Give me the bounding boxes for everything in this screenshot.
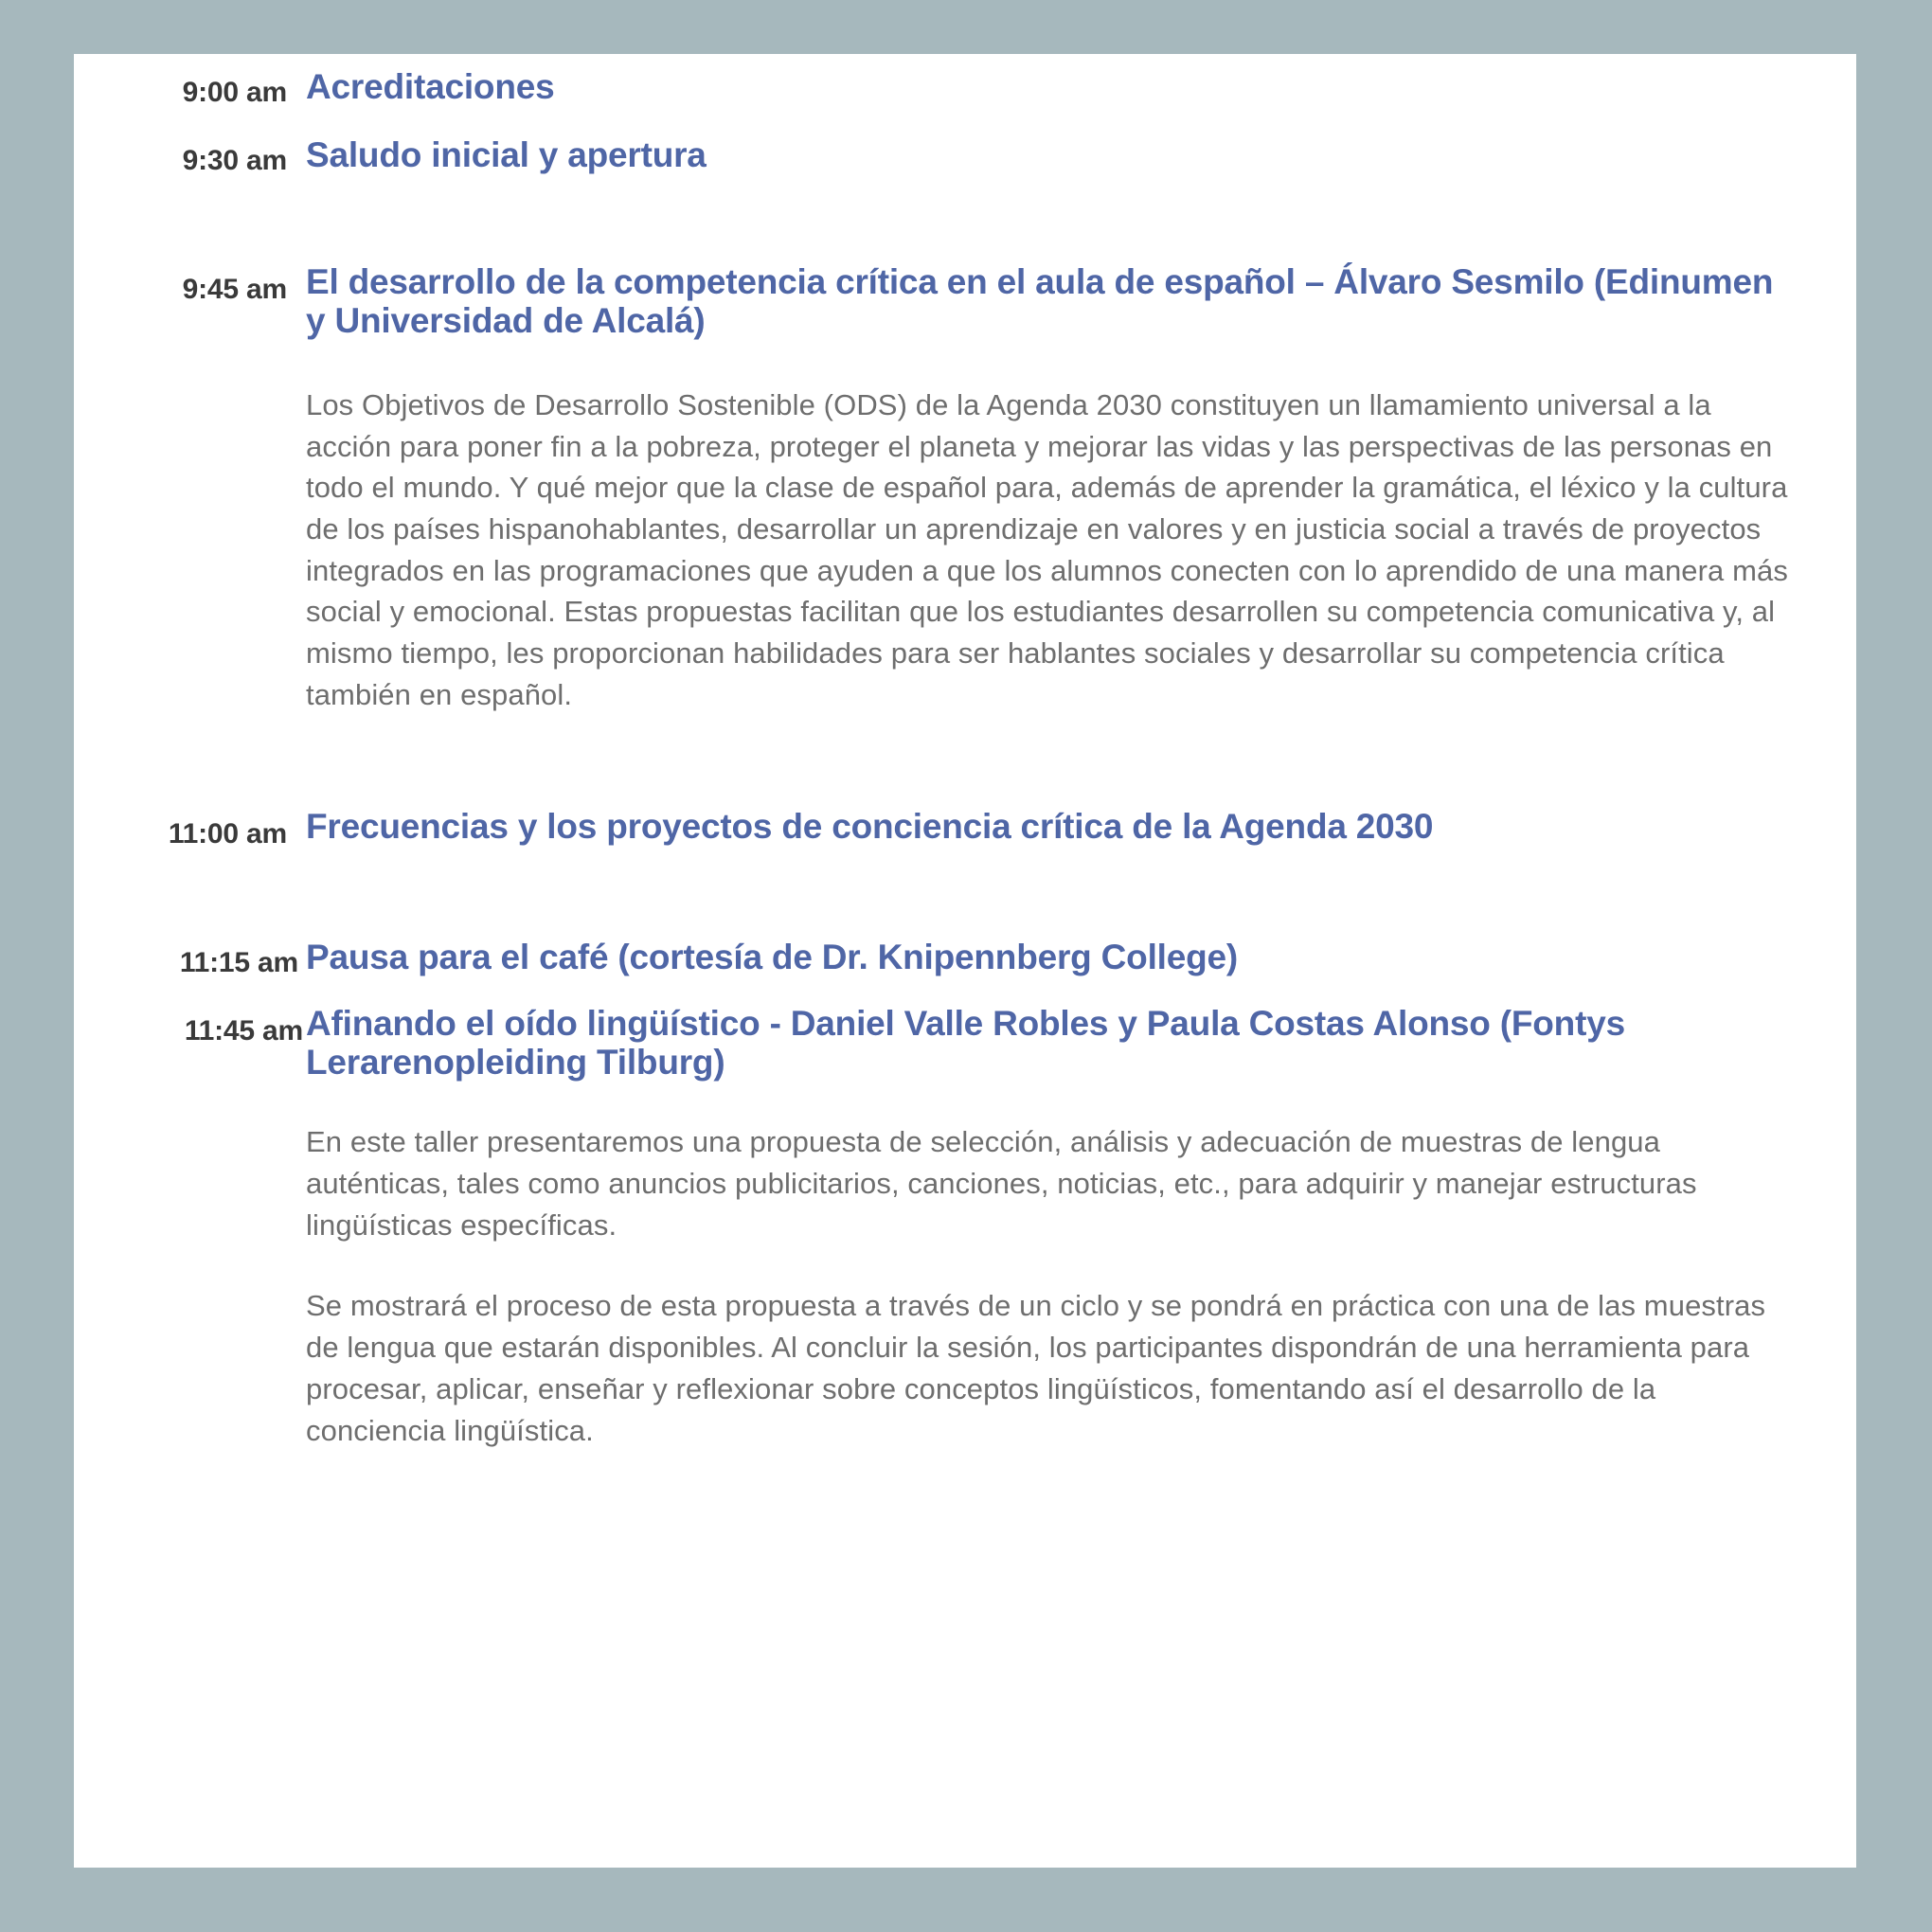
entry-time: 9:00 am xyxy=(182,77,287,108)
schedule-entry xyxy=(74,938,1856,979)
schedule-entry xyxy=(74,135,1856,177)
entry-description: En este taller presentaremos una propuesta de selección, análisis y adecuación de muestras de lengua auténticas, tales como anuncios publicitarios, canciones, noticias, etc., para adquirir y manejar estructuras lingüísticas específicas. xyxy=(306,1125,1697,1242)
schedule-entry xyxy=(74,807,1856,850)
entry-title[interactable]: Frecuencias y los proyectos de conciencia crítica de la Agenda 2030 xyxy=(306,806,1434,846)
schedule-list xyxy=(74,67,1856,1451)
entry-time: 9:30 am xyxy=(182,145,287,176)
entry-time: 11:00 am xyxy=(168,817,287,850)
entry-title[interactable]: Acreditaciones xyxy=(306,67,555,106)
entry-time: 11:45 am xyxy=(184,1014,303,1046)
entry-body xyxy=(306,135,1856,174)
entry-title[interactable]: Saludo inicial y apertura xyxy=(306,135,707,174)
schedule-entry xyxy=(74,1004,1856,1452)
entry-time: 11:15 am xyxy=(179,946,298,978)
entry-time: 9:45 am xyxy=(182,274,287,305)
agenda-card xyxy=(74,54,1856,1868)
schedule-entry xyxy=(74,262,1856,716)
entry-description: Los Objetivos de Desarrollo Sostenible (ODS) de la Agenda 2030 constituyen un llamamiento universal a la acción para poner fin a la pobreza, proteger el planeta y mejorar las vidas y las perspectivas de las personas en todo el mundo. Y qué mejor que la clase de español para, además de aprender la gramática, el léxico y la cultura de los países hispanohablantes, desarrollar un aprendizaje en valores y en justicia social a través de proyectos integrados en las programaciones que ayuden a que los alumnos conecten con lo aprendido de una manera más social y emocional. Estas propuestas facilitan que los estudiantes desarrollen su competencia comunicativa y, al mismo tiempo, les proporcionan habilidades para ser hablantes sociales y desarrollar su competencia crítica también en español. xyxy=(306,387,1788,711)
entry-body xyxy=(306,67,1856,106)
entry-title[interactable]: Pausa para el café (cortesía de Dr. Knipennberg College) xyxy=(306,937,1239,976)
entry-body xyxy=(306,262,1856,716)
schedule-entry xyxy=(74,67,1856,109)
entry-body xyxy=(306,807,1856,846)
entry-title[interactable]: Afinando el oído lingüístico - Daniel Valle Robles y Paula Costas Alonso (Fontys Lerarenopleiding Tilburg) xyxy=(306,1003,1625,1082)
entry-body xyxy=(306,938,1856,976)
entry-description: Se mostrará el proceso de esta propuesta a través de un ciclo y se pondrá en práctica con una de las muestras de lengua que estarán disponibles. Al concluir la sesión, los participantes dispondrán de una herramienta para procesar, aplicar, enseñar y reflexionar sobre conceptos lingüísticos, fomentando así el desarrollo de la conciencia lingüística. xyxy=(306,1289,1766,1447)
entry-body xyxy=(306,1004,1856,1452)
entry-title[interactable]: El desarrollo de la competencia crítica en el aula de español – Álvaro Sesmilo (Edinumen y Universidad de Alcalá) xyxy=(306,262,1774,341)
